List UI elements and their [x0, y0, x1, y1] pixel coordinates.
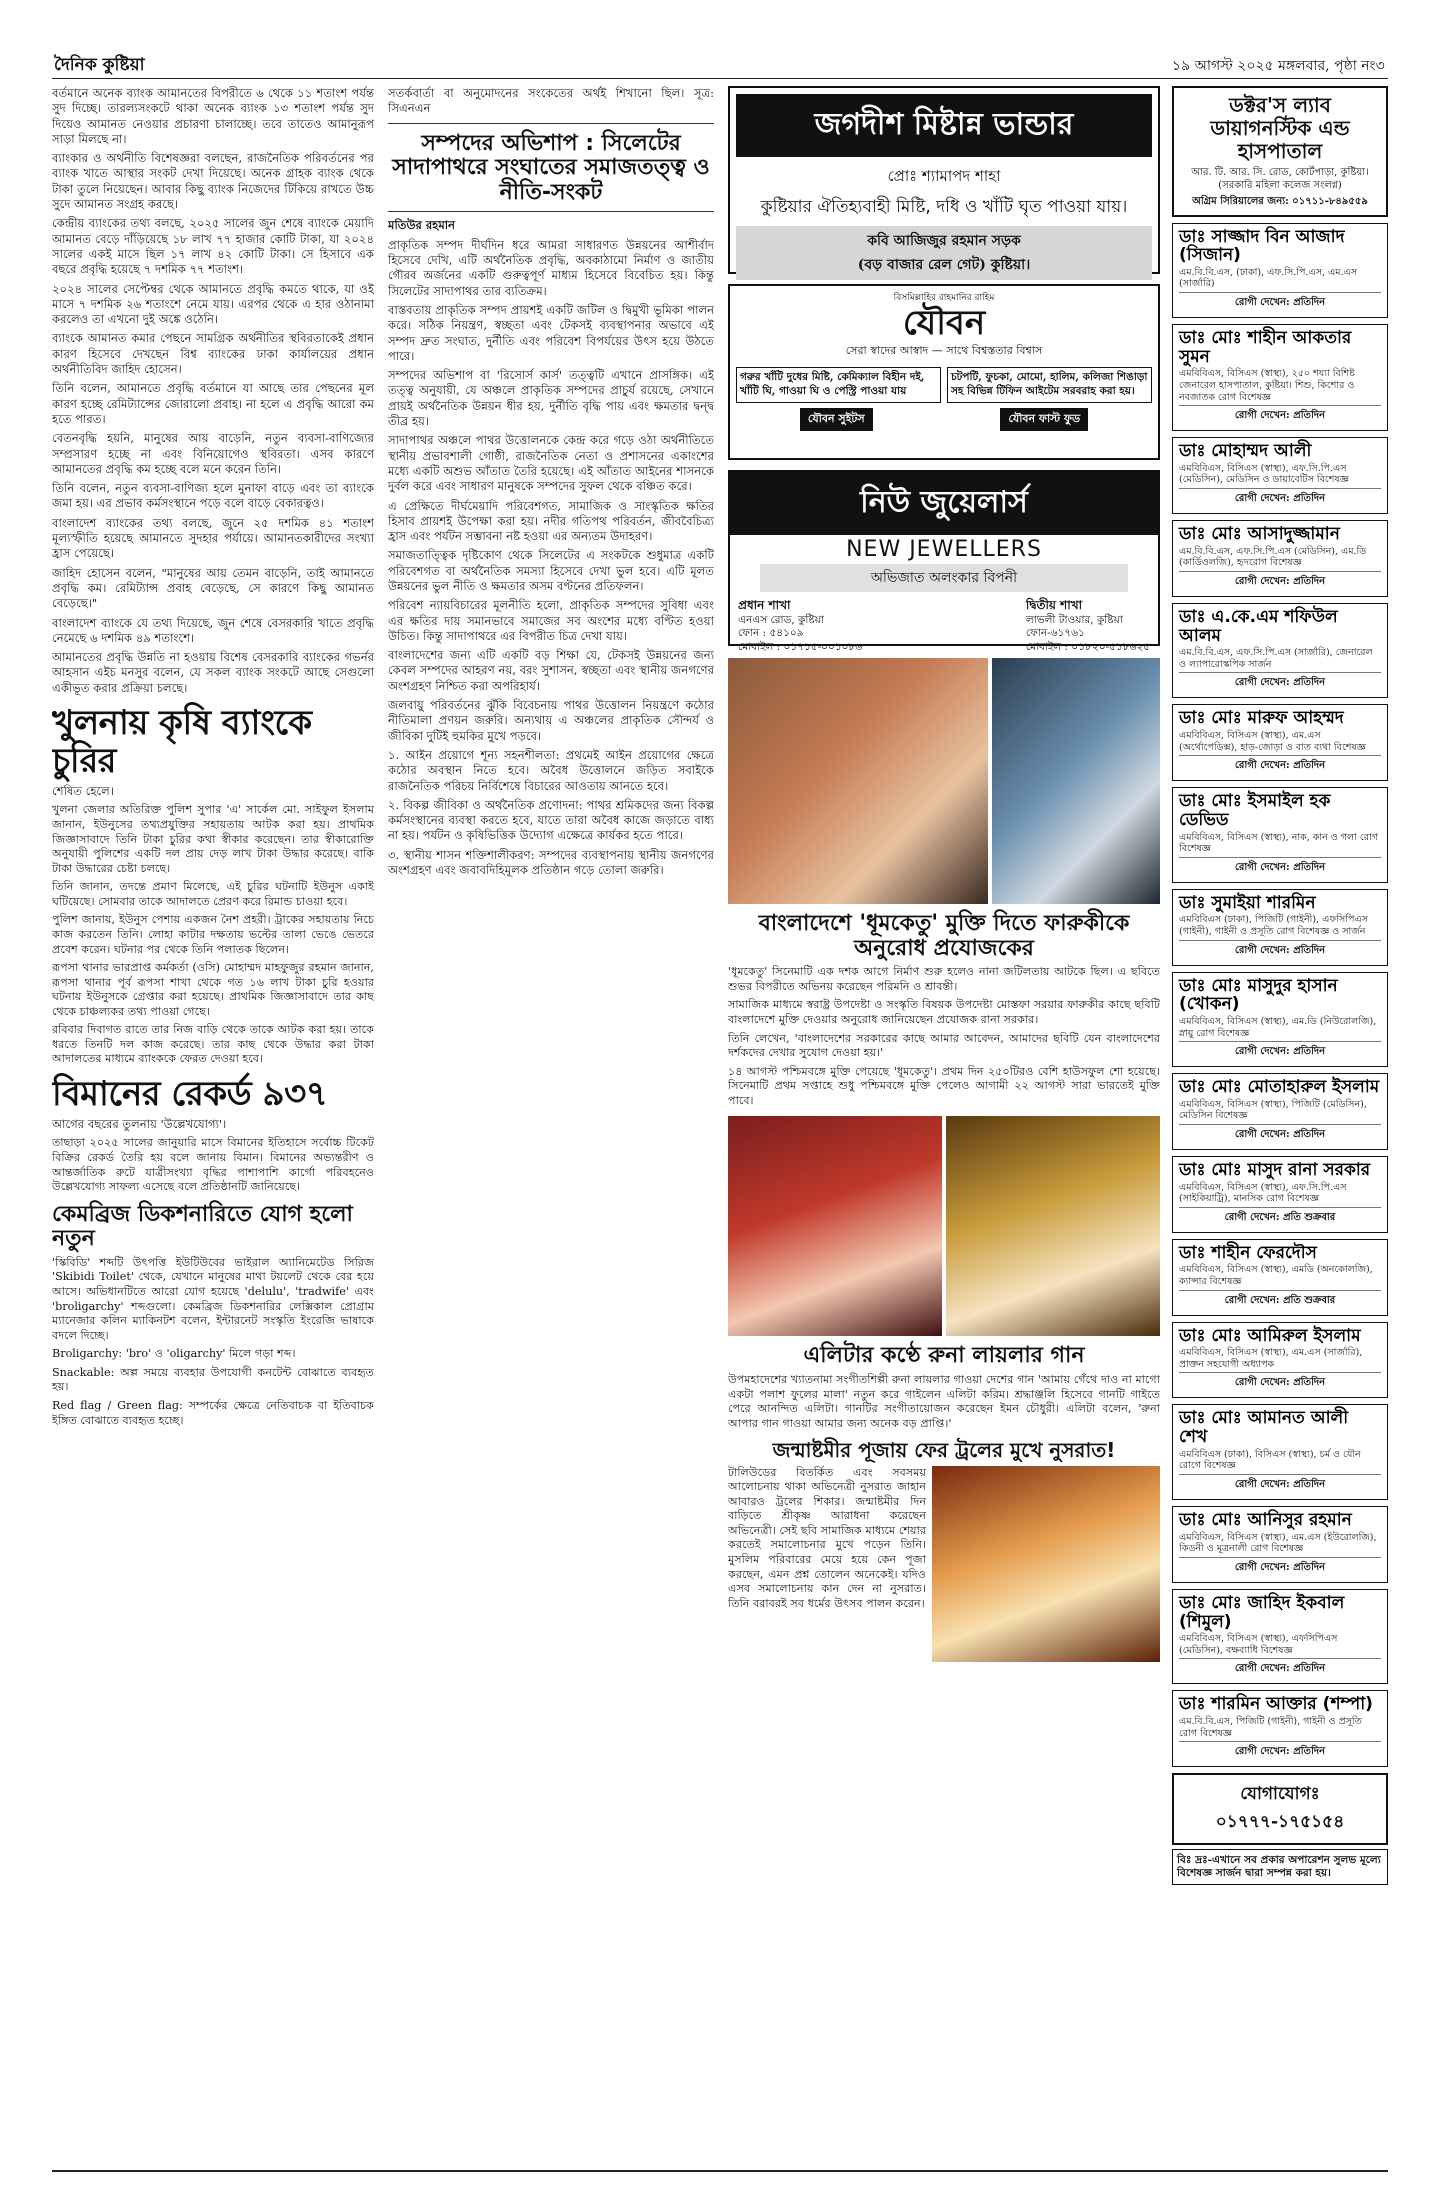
doctor-degrees: এমবিবিএস, বিসিএস (স্বাস্থ্য), এম.এস (অর্থোপেডিক্স), হাড়-জোড়া ও বাত ব্যথা বিশেষজ্ঞ: [1179, 730, 1366, 753]
photo-elita: [728, 1116, 942, 1336]
byline: মতিউর রহমান: [388, 218, 456, 233]
doctor-degrees: এমবিবিএস, বিসিএস (স্বাস্থ্য), এম.এস (সার্জারি), প্রাক্তন সহযোগী অধ্যাপক: [1179, 1347, 1363, 1370]
article-paragraph: তিনি বলেন, আমানতে প্রবৃদ্ধি বর্তমানে যা আছে তার পেছনের মূল কারণ হচ্ছে রেমিট্যান্সের জোরালো প্রবাহ। না হলে এ প্রবৃদ্ধি আরো কম হতে পারত।: [52, 381, 374, 426]
divider: [388, 211, 714, 212]
ad-tagline: কুষ্টিয়ার ঐতিহ্যবাহী মিষ্টি, দধি ও খাঁটি ঘৃত পাওয়া যায়।: [760, 197, 1128, 217]
lab-address: আর. টি. আর. সি. রোড, কোর্টপাড়া, কুষ্টিয়া। (সরকারি মহিলা কলেজ সংলগ্ন): [1191, 167, 1369, 191]
article-paragraph: বাংলাদেশ ব্যাংকের তথ্য বলছে, জুনে ২৫ দশমিক ৪১ শতাংশ মূল্যস্ফীতি হয়েছে আমানতে সুদহার পর্যায়ে। আমানতকারীদের সংখ্যা হ্রাস পেয়েছে।: [52, 515, 374, 561]
doctor-hours: রোগী দেখেন: প্রতিদিন: [1179, 1741, 1381, 1761]
article-kicker: শেষিত হেলে।: [52, 784, 114, 799]
branch-1-address: এনএস রোড, কুষ্টিয়া: [738, 613, 824, 626]
bottom-divider: [52, 2170, 1388, 2172]
doctor-hours: রোগী দেখেন: প্রতিদিন: [1179, 672, 1381, 692]
ad-youbon-tag2: সাথে বিশ্বস্ততার বিশ্বাস: [946, 344, 1043, 358]
article-paragraph: পুলিশ জানায়, ইউনুস পেশায় একজন নৈশ প্রহরী। ট্রাকের সহায়তায় নিচে কাজ করতেন তিনি। লোহা কাটার দক্ষতায় ভল্টের তালা ভেঙে ভেতরে প্রবেশ করেন। ঘটনার পর থেকে তিনি পলাতক ছিলেন।: [52, 913, 374, 956]
photo-producer: [992, 658, 1160, 904]
ad-youbon-food: চটপটি, ফুচকা, মোমো, হালিম, কলিজা শিঙাড়া সহ বিভিন্ন টিফিন আইটেম সরবরাহ করা হয়।: [947, 367, 1152, 402]
article-paragraph: জলবায়ু পরিবর্তনের ঝুঁকি বিবেচনায় পাথর উত্তোলন নিয়ন্ত্রণে কঠোর নীতিমালা প্রণয়ন জরুরি। অন্যথায় এ অঞ্চলের প্রাকৃতিক সৌন্দর্য ও জীবিকা দুটিই হুমকির মুখে পড়বে।: [388, 698, 714, 743]
ad-youbon-sweets: গরুর খাঁটি দুধের মিষ্টি, কেমিক্যাল বিহীন দই, খাঁটি ঘি, গাওয়া ঘি ও পেস্ট্রি পাওয়া যায়: [736, 367, 941, 402]
doctor-name: ডাঃ মোঃ জাহিদ ইকবাল (শিমুল): [1179, 1592, 1345, 1632]
doctors-lab-banner: [1172, 86, 1388, 217]
branch-2-mobile: মোবাইল : ০১৮২০-৫১৮৬২৫: [1025, 640, 1150, 653]
column-left: [52, 86, 374, 2136]
article-paragraph: কেন্দ্রীয় ব্যাংকের তথ্য বলছে, ২০২৫ সালের জুন শেষে ব্যাংকে মেয়াদি আমানত বেড়ে দাঁড়িয়েছে ১৮ লাখ ৭৭ হাজার কোটি টাকা, যা ২০২৪ সালের একই মাসে ছিল ১৭ লাখ ৪২ কোটি টাকা। সে হিসাবে এক বছরে প্রবৃদ্ধি হয়েছে ৭ দশমিক ৭৭ শতাংশ।: [52, 216, 374, 277]
doctor-hours: রোগী দেখেন: প্রতিদিন: [1179, 857, 1381, 877]
ad-jewel-en: NEW JEWELLERS: [846, 537, 1042, 562]
doctor-hours: রোগী দেখেন: প্রতিদিন: [1179, 940, 1381, 960]
branch-1-mobile: মোবাইল : ০১৭১৫-০০১০৮৬: [738, 640, 863, 653]
doctor-name: ডাঃ মোঃ মারুফ আহম্মদ: [1179, 708, 1344, 729]
photo-dhumketu: [728, 658, 1160, 904]
lab-serial: অগ্রিম সিরিয়ালের জন্য: ০১৭১১-৮৪৯৫৫৯: [1192, 196, 1368, 207]
column-center: [728, 86, 1160, 2136]
ad-title: জগদীশ মিষ্টান্ন ভান্ডার: [736, 94, 1152, 157]
doctor-hours: রোগী দেখেন: প্রতিদিন: [1179, 1372, 1381, 1392]
doctor-card: [1172, 1506, 1388, 1583]
article-paragraph: প্রাকৃতিক সম্পদ দীর্ঘদিন ধরে আমরা সাধারণত উন্নয়নের আশীর্বাদ হিসেবে দেখি, এটি অর্থনৈতিক প্রবৃদ্ধি, অবকাঠামো নির্মাণ ও জাতীয় গৌরব অর্জনের একটি গুরুত্বপূর্ণ মাধ্যম হিসেবে বিবেচিত হয়। কিন্তু সিলেটের সাদাপাথর তার ব্যতিক্রম।: [388, 237, 714, 298]
contact-number: যোগাযোগঃ ০১৭৭৭-১৭৫১৫৪: [1172, 1773, 1388, 1845]
article-paragraph: Broligarchy: 'bro' ও 'oligarchy' মিলে গড়া শব্দ।: [52, 1347, 296, 1361]
doctor-hours: রোগী দেখেন: প্রতিদিন: [1179, 1658, 1381, 1678]
doctor-card: [1172, 787, 1388, 883]
article-paragraph: বাংলাদেশের জন্য এটি একটি বড় শিক্ষা যে, টেকসই উন্নয়নের জন্য কেবল সম্পদের আহরণ নয়, বরং সুশাসন, স্বচ্ছতা এবং স্থানীয় জনগণের অংশগ্রহণ নিশ্চিত করা অপরিহার্য।: [388, 648, 714, 693]
doctor-name: ডাঃ শারমিন আক্তার (শম্পা): [1179, 1694, 1373, 1715]
doctor-name: ডাঃ শাহীন ফেরদৌস: [1179, 1242, 1317, 1263]
article-paragraph: ১. আইন প্রয়োগে শূন্য সহনশীলতা: প্রথমেই আইন প্রয়োগের ক্ষেত্রে কঠোর অবস্থান নিতে হবে। অবৈধ উত্তোলনে জড়িত সবাইকে রাজনৈতিক পরিচয় নির্বিশেষে বিচারের আওতায় আনতে হবে।: [388, 747, 714, 793]
article-paragraph: ২০২৪ সালের সেপ্টেম্বর থেকে আমানতে প্রবৃদ্ধি কমতে থাকে, যা ওই মাসে ৭ দশমিক ২৬ শতাংশে নেমে যায়। এরপর থেকে এ হার ওঠানামা করলেও তা এখনো দুই অঙ্কে ওঠেনি।: [52, 281, 374, 327]
doctor-card: [1172, 223, 1388, 319]
branch-2-address: লাভলী টাওয়ার, কুষ্টিয়া: [1025, 613, 1123, 626]
article-paragraph: 'স্কিবিডি' শব্দটি উৎপত্তি ইউটিউবের ভাইরাল অ্যানিমেটেড সিরিজ 'Skibidi Toilet' থেকে, যেখানে মানুষের মাথা টয়লেট থেকে বের হয়ে আসে। অভিধানটিতে আরো যোগ হয়েছে 'delulu', 'tradwife' এবং 'broligarchy' শব্দগুলো। কেমব্রিজ ডিকশনারির লেক্সিকাল প্রোগ্রাম ম্যানেজার কলিন ম্যাকিনটশ বলেন, ইন্টারনেট সংস্কৃতি ইংরেজি ভাষাকে বদলে দিচ্ছে।: [52, 1255, 374, 1342]
doctor-name: ডাঃ মোঃ মোতাহারুল ইসলাম: [1179, 1077, 1380, 1098]
article-paragraph: বাস্তবতায় প্রাকৃতিক সম্পদ প্রায়শই একটি জটিল ও দ্বিমুখী ভূমিকা পালন করে। সঠিক নিয়ন্ত্রণ, স্বচ্ছতা এবং টেকসই ব্যবস্থাপনার অভাবে এই সম্পদ দ্রুত সংঘাত, দুর্নীতি এবং পরিবেশ বিপর্যয়ের উৎস হয়ে উঠতে পারে।: [388, 302, 714, 363]
doctor-degrees: এমবিবিএস, বিসিএস (স্বাস্থ্য), এফ.সি.পি.এস (সাইকিয়াট্রি), মানসিক রোগ বিশেষজ্ঞ: [1179, 1181, 1347, 1205]
headline-nusrat: জন্মাষ্টমীর পূজায় ফের ট্রলের মুখে নুসরাত!: [772, 1438, 1116, 1463]
lab-title: ডক্টর'স ল্যাব ডায়াগনস্টিক এন্ড হাসপাতাল: [1210, 93, 1350, 163]
branch-1-title: প্রধান শাখা: [738, 598, 791, 612]
paper-name: দৈনিক কুষ্টিয়া: [54, 55, 145, 75]
doctor-degrees: এমবিবিএস, বিসিএস (স্বাস্থ্য), এম.এস (ইউরোলজি), কিডনী ও মূত্রনালী রোগ বিশেষজ্ঞ: [1179, 1531, 1377, 1555]
photo-elita-runa: [728, 1116, 1160, 1336]
photo-actors: [728, 658, 988, 904]
page-header: [52, 48, 1388, 79]
doctor-card: [1172, 324, 1388, 431]
doctor-degrees: এম.বি.বি.এস, পিজিটি (গাইনী), গাইনী ও প্রসূতি রোগ বিশেষজ্ঞ: [1179, 1716, 1362, 1739]
doctor-name: ডাঃ মোঃ শাহীন আকতার সুমন: [1179, 328, 1352, 367]
ad-youbon-logo: যৌবন: [902, 303, 986, 343]
doctor-hours: রোগী দেখেন: প্রতিদিন: [1179, 1557, 1381, 1577]
date-page-info: ১৯ আগস্ট ২০২৫ মঙ্গলবার, পৃষ্ঠা নং৩: [1172, 58, 1385, 74]
article-paragraph: ৩. স্থানীয় শাসন শক্তিশালীকরণ: সম্পদের ব্যবস্থাপনায় স্থানীয় জনগণের অংশগ্রহণ এবং জবাবদিহিমূলক প্রতিষ্ঠান গড়ে তোলা জরুরি।: [388, 847, 714, 878]
article-paragraph: বেতনবৃদ্ধি হয়নি, মানুষের আয় বাড়েনি, নতুন ব্যবসা-বাণিজ্যের সম্প্রসারণ হচ্ছে না এবং বিনিয়োগেও স্থবিরতা। এসব কারণে আমানতের প্রবৃদ্ধি কম হচ্ছে বলে মনে করেন তিনি।: [52, 431, 374, 476]
doctor-name: ডাঃ মোহাম্মদ আলী: [1179, 441, 1312, 462]
doctor-hours: রোগী দেখেন: প্রতি শুক্রবার: [1179, 1207, 1381, 1227]
ad-jewel-tag: অভিজাত অলংকার বিপনী: [760, 564, 1128, 592]
photo-runa: [946, 1116, 1160, 1336]
headline-cambridge: কেমব্রিজ ডিকশনারিতে যোগ হলো নতুন: [52, 1201, 353, 1252]
article-paragraph: বাংলাদেশ ব্যাংকে যে তথ্য দিয়েছে, জুন শেষে বেসরকারি খাতে প্রবৃদ্ধি নেমেছে ৬ দশমিক ৪৯ শতাংশে।: [52, 615, 374, 645]
article-paragraph: তিনি জানান, তদন্তে প্রমাণ মিলেছে, এই চুরির ঘটনাটি ইউনুস একাই ঘটিয়েছে। সোমবার তাকে আদালতে প্রেরণ করে রিমান্ড চাওয়া হবে।: [52, 880, 374, 908]
doctor-name: ডাঃ সুমাইয়া শারমিন: [1179, 892, 1316, 913]
photo-nusrat: [932, 1466, 1160, 1662]
article-paragraph: ব্যাংকে আমানত কমার পেছনে সামগ্রিক অর্থনীতির স্থবিরতাকেই প্রধান কারণ হিসেবে দেখছেন বিশ্ব ব্যাংকের ঢাকা কার্যালয়ের প্রধান অর্থনীতিবিদ জাহিদ হোসেন।: [52, 331, 374, 377]
ad-youbon-branch1: যৌবন সুইটস: [800, 408, 873, 431]
doctor-degrees: এমবিবিএস (ঢাকা), পিজিটি (গাইনী), এফসিপিএস (গাইনী), গাইনী ও প্রসূতি রোগ বিশেষজ্ঞ ও সার্জন: [1179, 914, 1368, 937]
ad-address: কবি আজিজুর রহমান সড়ক: [867, 233, 1021, 250]
doctor-name: ডাঃ মোঃ ইসমাইল হক ডেভিড: [1179, 791, 1331, 830]
doctor-card: [1172, 1404, 1388, 1500]
article-paragraph: রূপসা থানার ভারপ্রাপ্ত কর্মকর্তা (ওসি) মোহাম্মদ মাহফুজুর রহমান জানান, রূপসা থানার পূর্ব রূপসা শাখা থেকে গত ১৬ লাখ টাকা চুরি হওয়ার ঘটনায় ইউনুসকে গ্রেপ্তার করা হয়েছে। প্রাথমিক জিজ্ঞাসাবাদে তার কাছ থেকে চাঞ্চল্যকর তথ্য পাওয়া গেছে।: [52, 961, 374, 1018]
doctor-hours: রোগী দেখেন: প্রতিদিন: [1179, 405, 1381, 425]
article-paragraph: সাদাপাথর অঞ্চলে পাথর উত্তোলনকে কেন্দ্র করে গড়ে ওঠা অর্থনীতিতে স্থানীয় প্রভাবশালী গোষ্ঠী, রাজনৈতিক নেতা ও প্রশাসনের একাংশের মধ্যে একটি অশুভ আঁতাত তৈরি হয়েছে। এই আঁতাত আইনের শাসনকে দুর্বল করে এবং সাধারণ মানুষকে সম্পদের সুফল থেকে বঞ্চিত করে।: [388, 433, 714, 494]
doctor-card: [1172, 1073, 1388, 1150]
doctor-card: [1172, 972, 1388, 1068]
doctor-name: ডাঃ মোঃ আমানত আলী শেখ: [1179, 1408, 1349, 1448]
doctor-degrees: এম.বি.বি.এস, (ঢাকা), এফ.সি.পি.এস, এম.এস (সার্জারি): [1179, 266, 1358, 290]
doctor-degrees: এমবিবিএস, বিসিএস (স্বাস্থ্য), ২৫০ শয্যা বিশিষ্ট জেনারেল হাসপাতাল, কুষ্টিয়া। শিশু, কিশোর ও নবজাতক রোগ বিশেষজ্ঞ: [1179, 368, 1355, 403]
ad-youbon-tag1: সেরা স্বাদের আস্বাদ: [845, 344, 929, 358]
article-paragraph: 'ধূমকেতু' সিনেমাটি এক দশক আগে নির্মাণ শুরু হলেও নানা জটিলতায় আটকে ছিল। এ ছবিতে শুভর বিপরীতে অভিনয় করেছেন পরিমনি ও শ্রাবন্তী।: [728, 965, 1160, 993]
article-paragraph: সামাজিক মাধ্যমে স্বরাষ্ট্র উপদেষ্টা ও সংস্কৃতি বিষয়ক উপদেষ্টা মোস্তফা সরয়ার ফারুকীর কাছে ছবিটি বাংলাদেশে মুক্তি দেওয়ার অনুরোধ জানিয়েছেন প্রযোজক রানা সরকার।: [728, 998, 1160, 1026]
doctor-name: ডাঃ মোঃ আসাদুজ্জামান: [1179, 523, 1340, 544]
article-paragraph: তিনি বলেন, নতুন ব্যবসা-বাণিজ্য হলে মুনাফা বাড়ে এবং তা ব্যাংকে জমা হয়। এর প্রভাব কর্মসংস্থানে পড়ে বলে বাড়ে বেকারত্বও।: [52, 481, 374, 511]
article-paragraph: এ প্রেক্ষিতে দীর্ঘমেয়াদি পরিবেশগত, সামাজিক ও সাংস্কৃতিক ক্ষতির হিসাব প্রায়শই উপেক্ষা করা হয়। নদীর গতিপথ পরিবর্তন, জীববৈচিত্র্য হ্রাস এবং পর্যটন সম্ভাবনা নষ্ট হওয়া এর অন্যতম উদাহরণ।: [388, 498, 714, 544]
newspaper-page: [52, 48, 1388, 2178]
operation-note: বিঃ দ্রঃ-এখানে সব প্রকার অপারেশন সুলভ মূল্যে বিশেষজ্ঞ সার্জন দ্বারা সম্পন্ন করা হয়।: [1172, 1849, 1388, 1885]
doctor-degrees: এমবিবিএস (ঢাকা), বিসিএস (স্বাস্থ্য), চর্ম ও যৌন রোগে বিশেষজ্ঞ: [1179, 1448, 1361, 1472]
doctor-degrees: এমবিবিএস, বিসিএস (স্বাস্থ্য), পিজিটি (মেডিসিন), মেডিসিন বিশেষজ্ঞ: [1179, 1098, 1367, 1122]
article-paragraph: টালিউডের বিতর্কিত এবং সবসময় আলোচনায় থাকা অভিনেত্রী নুসরাত জাহান আবারও ট্রলের শিকার। জন্মাষ্টমীর দিন বাড়িতে শ্রীকৃষ্ণ আরাধনা করেছেন অভিনেত্রী। সেই ছবি সামাজিক মাধ্যমে শেয়ার করতেই সমালোচনার মুখে পড়েন তিনি। মুসলিম পরিবারের মেয়ে হয়ে কেন পূজা করছেন, এমন প্রশ্ন তোলেন অনেকেই। যদিও এসব সমালোচনায় কান দেন না নুসরাত। তিনি বরাবরই সব ধর্মের উৎসব পালন করেন।: [728, 1465, 926, 1610]
doctor-card: [1172, 1239, 1388, 1316]
column-doctors: [1172, 86, 1388, 2156]
doctor-card: [1172, 1156, 1388, 1233]
doctor-card: [1172, 889, 1388, 966]
article-paragraph: ২. বিকল্প জীবিকা ও অর্থনৈতিক প্রণোদনা: পাথর শ্রমিকদের জন্য বিকল্প কর্মসংস্থানের ব্যবস্থা করতে হবে, যাতে তারা অবৈধ কাজে জড়াতে বাধ্য না হয়। পর্যটন ও কৃষিভিত্তিক উদ্যোগ এক্ষেত্রে কার্যকর হতে পারে।: [388, 797, 714, 843]
doctor-name: ডাঃ সাজ্জাদ বিন আজাদ (সিজান): [1179, 226, 1345, 266]
branch-2-title: দ্বিতীয় শাখা: [1025, 598, 1083, 612]
doctor-degrees: এমবিবিএস, বিসিএস (স্বাস্থ্য), নাক, কান ও গলা রোগ বিশেষজ্ঞ: [1179, 831, 1378, 855]
headline-sadapathar: সম্পদের অভিশাপ : সিলেটের সাদাপাথরে সংঘাতের সমাজতত্ত্ব ও নীতি-সংকট: [392, 130, 710, 205]
article-paragraph: খুলনা জেলার অতিরিক্ত পুলিশ সুপার 'এ' সার্কেল মো. সাইফুল ইসলাম জানান, ইউনুসের তথ্যপ্রযুক্তির সহায়তায় আটক করা হয়। প্রাথমিক জিজ্ঞাসাবাদে তিনি টাকা চুরির কথা স্বীকার করেছেন। তার স্বীকারোক্তি অনুযায়ী পুলিশের একটি দল প্রায় দেড় লাখ টাকা উদ্ধার করেছে। বাকি টাকা উদ্ধারের চেষ্টা চলছে।: [52, 803, 374, 875]
article-paragraph: জাহিদ হোসেন বলেন, "মানুষের আয় তেমন বাড়েনি, তাই আমানতে প্রবৃদ্ধি কম। রেমিট্যান্স প্রবাহ বেড়েছে, সে কারণে কিছু আমানত বেড়েছে।": [52, 565, 374, 611]
article-paragraph: রবিবার দিবাগত রাতে তার নিজ বাড়ি থেকে তাকে আটক করা হয়। তাকে ধরতে তিনটি দল কাজ করেছে। তার কাছ থেকে উদ্ধার করা টাকা আদালতের মাধ্যমে ব্যাংককে ফেরত দেওয়া হবে।: [52, 1023, 374, 1066]
column-middle-left: [388, 86, 714, 2136]
doctor-degrees: এমবিবিএস, বিসিএস (স্বাস্থ্য), এম.ডি (নিউরোলজি), স্নায়ু রোগ বিশেষজ্ঞ: [1179, 1015, 1377, 1039]
doctor-card: [1172, 704, 1388, 781]
ad-jagadish-mishti: [728, 86, 1160, 274]
doctor-hours: রোগী দেখেন: প্রতিদিন: [1179, 292, 1381, 312]
doctor-hours: রোগী দেখেন: প্রতিদিন: [1179, 1474, 1381, 1494]
doctor-degrees: এম.বি.বি.এস, এফ.সি.পি.এস (সার্জারি), জেনারেল ও ল্যাপারোস্কপিক সার্জন: [1179, 647, 1373, 670]
doctor-degrees: এম.বি.বি.এস, এফ.সি.পি.এস (মেডিসিন), এম.ডি (কার্ডিওলজি), হৃদরোগ বিশেষজ্ঞ: [1179, 545, 1367, 569]
article-paragraph: ১৪ আগস্ট পশ্চিমবঙ্গে মুক্তি পেয়েছে 'ধূমকেতু'। প্রথম দিন ২৫০টিরও বেশি হাউসফুল শো হয়েছে। সিনেমাটি প্রথম সপ্তাহে শুধু পশ্চিমবঙ্গে মুক্তি পেলেও আগামী ২২ আগস্ট সারা ভারতেই মুক্তি পাবে।: [728, 1064, 1160, 1107]
article-paragraph: পরিবেশ ন্যায়বিচারের মূলনীতি হলো, প্রাকৃতিক সম্পদের সুবিধা এবং এর ক্ষতির দায় সমানভাবে সমাজের সব অংশের মধ্যে বণ্টিত হওয়া উচিত। কিন্তু সাদাপাথরে এর বিপরীত চিত্র দেখা যায়।: [388, 598, 714, 643]
doctor-list: [1172, 223, 1388, 1768]
ad-address-2: (বড় বাজার রেল গেট) কুষ্টিয়া।: [857, 257, 1031, 274]
doctor-card: [1172, 603, 1388, 699]
ad-owner: প্রোঃ শ্যামাপদ শাহা: [887, 167, 1001, 185]
doctor-card: [1172, 1322, 1388, 1399]
divider: [388, 123, 714, 124]
doctor-name: ডাঃ মোঃ মাসুদুর হাসান (খোকন): [1179, 975, 1338, 1015]
headline-dhumketu: বাংলাদেশে 'ধূমকেতু' মুক্তি দিতে ফারুকীকে অনুরোধ প্রযোজকের: [758, 911, 1130, 961]
article-kicker: আগের বছরের তুলনায় 'উল্লেখযোগ্য'।: [52, 1117, 227, 1132]
headline-biman-record: বিমানের রেকর্ড ৯৩৭: [52, 1074, 328, 1114]
doctor-name: ডাঃ মোঃ আনিসুর রহমান: [1179, 1510, 1352, 1531]
article-paragraph: সমাজতাত্ত্বিক দৃষ্টিকোণ থেকে সিলেটের এ সংকটকে শুধুমাত্র একটি পরিবেশগত বা অর্থনৈতিক সমস্যা হিসেবে দেখা ভুল হবে। এটি মূলত উন্নয়নের ভুল নীতি ও ক্ষমতার অসম বণ্টনের প্রতিফলন।: [388, 548, 714, 593]
article-paragraph: বর্তমানে অনেক ব্যাংক আমানতের বিপরীতে ৬ থেকে ১১ শতাংশ পর্যন্ত সুদ দিচ্ছে। তারল্যসংকটে থাকা অনেক ব্যাংক ১৩ শতাংশ পর্যন্ত সুদ দিয়েও আমানত নেওয়ার প্রচারণা চালাচ্ছে। তবে তাতেও আমানুরূপ সাড়া মিলছে না।: [52, 86, 374, 146]
ad-jewel-bn: নিউ জুয়েলার্স: [730, 472, 1158, 535]
doctor-card: [1172, 520, 1388, 597]
doctor-hours: রোগী দেখেন: প্রতি শুক্রবার: [1179, 1290, 1381, 1310]
headline-krishi-bank: খুলনায় কৃষি ব্যাংকে চুরির: [52, 702, 312, 782]
doctor-hours: রোগী দেখেন: প্রতিদিন: [1179, 1124, 1381, 1144]
ad-new-jewellers: [728, 470, 1160, 653]
article-paragraph: Red flag / Green flag: সম্পর্কের ক্ষেত্রে নেতিবাচক বা ইতিবাচক ইঙ্গিত বোঝাতে ব্যবহৃত হচ্ছে।: [52, 1398, 374, 1427]
doctor-degrees: এমবিবিএস, বিসিএস (স্বাস্থ্য), এফসিপিএস (মেডিসিন), বক্ষব্যাধি বিশেষজ্ঞ: [1179, 1633, 1338, 1656]
article-paragraph: ব্যাংকার ও অর্থনীতি বিশেষজ্ঞরা বলছেন, রাজনৈতিক পরিবর্তনের পর ব্যাংক খাতে আস্থার সংকট দেখা দিয়েছে। অনেক গ্রাহক ব্যাংক থেকে টাকা তুলে নিয়েছেন। আবার কিছু ব্যাংক নিজেদের টিকিয়ে রাখতে উচ্চ সুদে আমানত সংগ্রহ করছে।: [52, 151, 374, 212]
doctor-hours: রোগী দেখেন: প্রতিদিন: [1179, 488, 1381, 508]
article-paragraph: তাছাড়া ২০২৫ সালের জানুয়ারি মাসে বিমানের ইতিহাসে সর্বোচ্চ টিকেট বিক্রির রেকর্ড তৈরি হয় বলে জানায় বিমান। বিমানের অভ্যন্তরীণ ও আন্তর্জাতিক রুটে যাত্রীসংখ্যা বৃদ্ধির পাশাপাশি কার্গো পরিবহনেও উল্লেখযোগ্য সাফল্য এসেছে বলে প্রতিষ্ঠানটি জানিয়েছে।: [52, 1136, 374, 1194]
article-paragraph: উপমহাদেশের খ্যাতনামা সংগীতশিল্পী রুনা লায়লার গাওয়া দেশের গান 'আমায় গেঁথে দাও না মাগো একটা পলাশ ফুলের মালা' নতুন করে গাইলেন এলিটা করিম। শ্রদ্ধাঞ্জলি হিসেবে গানটি গাইতে পেরে আনন্দিত এলিটা। গানটির সংগীতায়োজন করেছেন ইমন চৌধুরী। এলিটা বলেন, 'রুনা আপার গান গাওয়া আমার জন্য অনেক বড় প্রাপ্তি।': [728, 1372, 1160, 1430]
doctor-name: ডাঃ মোঃ আমিরুল ইসলাম: [1179, 1325, 1361, 1346]
ad-top-line: বিসমিল্লাহির রাহমানির রাহিম: [893, 293, 995, 303]
doctor-degrees: এমবিবিএস, বিসিএস (স্বাস্থ্য), এমডি (অনকোলজি), ক্যান্সার বিশেষজ্ঞ: [1179, 1264, 1373, 1288]
doctor-card: [1172, 437, 1388, 514]
headline-elita: এলিটার কণ্ঠে রুনা লায়লার গান: [803, 1343, 1085, 1369]
doctor-name: ডাঃ এ.কে.এম শফিউল আলম: [1179, 606, 1338, 646]
branch-2-phone: ফোন-৬১৭৬১: [1025, 627, 1085, 640]
doctor-hours: রোগী দেখেন: প্রতিদিন: [1179, 1041, 1381, 1061]
doctor-hours: রোগী দেখেন: প্রতিদিন: [1179, 755, 1381, 775]
ad-youbon-branch2: যৌবন ফাস্ট ফুড: [1000, 408, 1088, 431]
article-paragraph: Snackable: অল্প সময়ে ব্যবহার উপযোগী কনটেন্ট বোঝাতে ব্যবহৃত হয়।: [52, 1365, 374, 1394]
article-paragraph: সতর্কবার্তা বা অনুমোদনের সংকেতের অর্থই শিখানো ছিল। সূত্র: সিএনএন: [388, 86, 714, 116]
doctor-degrees: এমবিবিএস, বিসিএস (স্বাস্থ্য), এফ.সি.পি.এস (মেডিসিন), মেডিসিন ও ডায়াবেটিস বিশেষজ্ঞ: [1179, 462, 1349, 486]
article-paragraph: তিনি লেখেন, 'বাংলাদেশের সরকারের কাছে আমার আবেদন, আমাদের ছবিটি যেন বাংলাদেশের দর্শকদের দেখার সুযোগ দেওয়া হয়।': [728, 1031, 1160, 1060]
doctor-name: ডাঃ মোঃ মাসুদ রানা সরকার: [1179, 1159, 1371, 1180]
article-paragraph: সম্পদের অভিশাপ বা 'রিসোর্স কার্স' তত্ত্বটি এখানে প্রাসঙ্গিক। এই তত্ত্ব অনুযায়ী, যে অঞ্চলে প্রাকৃতিক সম্পদের প্রাচুর্য রয়েছে, সেখানে প্রায়ই অর্থনৈতিক উন্নয়ন ধীর হয়, দুর্নীতি বৃদ্ধি পায় এবং ক্ষমতার দ্বন্দ্ব তীব্র হয়।: [388, 368, 714, 429]
ad-youbon: বিসমিল্লাহির রাহমানির রাহিম যৌবন সেরা স্বাদের আস্বাদ — সাথে বিশ্বস্ততার বিশ্বাস গরুর খাঁটি দুধের মিষ্টি, কেমিক্যাল বিহীন দই, খাঁটি ঘি, গাওয়া ঘি ও পেস্ট্রি পাওয়া যায় চটপটি, ফুচকা, মোমো, হালিম, কলিজা শিঙাড়া সহ বিভিন্ন টিফিন আইটেম সরবরাহ করা হয়। যৌবন সুইটস যৌবন ফাস্ট ফুড: [728, 284, 1160, 460]
doctor-hours: রোগী দেখেন: প্রতিদিন: [1179, 571, 1381, 591]
doctor-card: [1172, 1589, 1388, 1685]
branch-1-phone: ফোন : ৫৪১০৯: [738, 627, 804, 640]
article-paragraph: আমানতের প্রবৃদ্ধি উন্নতি না হওয়ায় বিশেষ বেসরকারি ব্যাংকের গভর্নর আহসান এইচ মনসুর বলেন, যে সকল ব্যাংক সংকটে আছে সেগুলো একীভূত করার প্রক্রিয়া চলছে।: [52, 650, 374, 695]
doctor-card: [1172, 1690, 1388, 1767]
